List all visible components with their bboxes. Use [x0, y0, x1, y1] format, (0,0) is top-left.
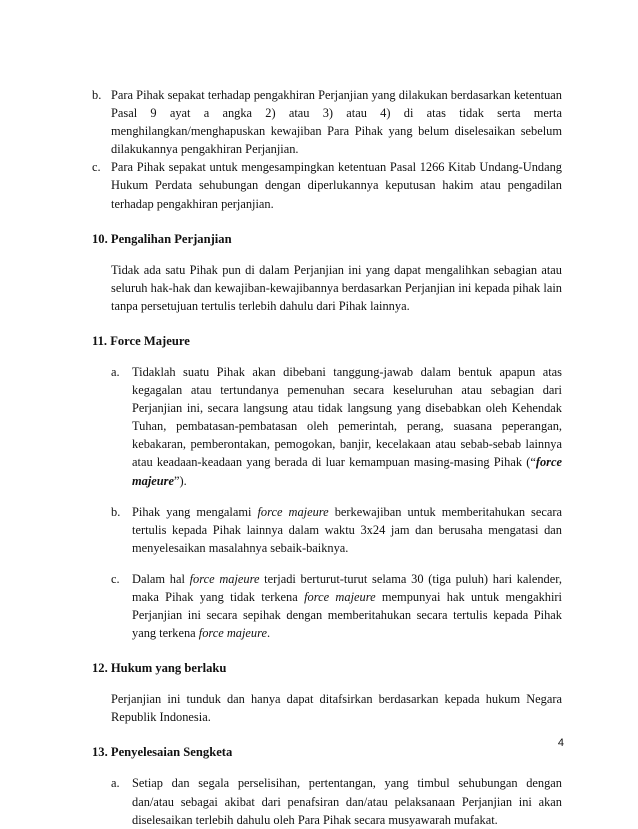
sub-item-a — [111, 363, 562, 490]
item-label: a. — [111, 776, 120, 791]
item-label: a. — [111, 364, 120, 379]
item-text: Para Pihak sepakat terhadap pengakhiran Perjanjian yang dilakukan berdasarkan ketentuan Pasal 9 ayat a angka 2) atau 3) atau 4) di atas tidak serta merta menghilangkan/menghapuskan kewajiban Para Pihak yang belum diselesaikan sebelum dilakukannya pengakhiran Perjanjian. — [111, 88, 562, 157]
emphasis-text: force majeure — [304, 589, 376, 604]
item-label: b. — [92, 88, 102, 102]
document-body — [92, 86, 562, 829]
emphasis-text: force majeure — [132, 455, 562, 488]
item-text: Para Pihak sepakat untuk mengesampingkan ketentuan Pasal 1266 Kitab Undang-Undang Hukum Perdata sehubungan dengan diperlukannya keputusan hakim atau pengadilan terhadap pengakhiran perjanjian. — [111, 160, 562, 211]
list-item-b — [92, 86, 562, 158]
item-label: b. — [111, 504, 121, 519]
section-heading-12: 12. Hukum yang berlaku — [92, 661, 227, 676]
emphasis-text: force majeure — [198, 626, 267, 641]
section-heading-13: 13. Penyelesaian Sengketa — [92, 745, 233, 760]
page-number: 4 — [557, 737, 564, 749]
sub-item-b — [111, 503, 562, 557]
item-text: Setiap dan segala perselisihan, pertentangan, yang timbul sehubungan dengan dan/atau sebagai akibat dari penafsiran dan/atau pelaksanaan Perjanjian ini akan diselesaikan terlebih dahulu oleh Para Pihak secara musyawarah mufakat. — [132, 776, 562, 827]
section-heading-10: 10. Pengalihan Perjanjian — [92, 231, 232, 246]
item-text: Tidaklah suatu Pihak akan dibebani tanggung-jawab dalam bentuk apapun atas kegagalan atau tertundanya pemenuhan secara keseluruhan atau sebagian dari Perjanjian ini, secara langsung atau tidak langsung yang disebabkan oleh Kehendak Tuhan, pembatasan-pembatasan oleh pemerintah, perang, suasana peperangan, kebakaran, pemberontakan, pemogokan, banjir, kecelakaan atau sebab-sebab lainnya atau keadaan-keadaan yang berada di luar kemampuan masing-masing Pihak (“force majeure”). — [132, 364, 562, 488]
section-paragraph: Tidak ada satu Pihak pun di dalam Perjanjian ini yang dapat mengalihkan sebagian atau seluruh hak-hak dan kewajiban-kewajibannya berdasarkan Perjanjian ini kepada pihak lain tanpa persetujuan tertulis terlebih dahulu dari Pihak lainnya. — [111, 262, 562, 313]
sub-item-a — [111, 774, 562, 828]
item-text: Dalam hal force majeure terjadi berturut-turut selama 30 (tiga puluh) hari kalender, maka Pihak yang tidak terkena force majeure mempunyai hak untuk mengakhiri Perjanjian ini secara sepihak dengan memberitahukan secara tertulis kepada Pihak yang terkena force majeure. — [132, 571, 562, 641]
section-paragraph: Perjanjian ini tunduk dan hanya dapat ditafsirkan berdasarkan kepada hukum Negara Republik Indonesia. — [111, 692, 562, 725]
emphasis-text: force majeure — [257, 504, 329, 519]
item-label: c. — [92, 160, 101, 175]
list-item-c — [92, 158, 562, 212]
sub-item-c — [111, 570, 562, 642]
item-label: c. — [111, 571, 120, 586]
section-heading-11: 11. Force Majeure — [92, 333, 190, 348]
item-text: Pihak yang mengalami force majeure berkewajiban untuk memberitahukan secara tertulis kepada Pihak lainnya dalam waktu 3x24 jam dan berusaha mengatasi dan menyelesaikan masalahnya sebaik-baiknya. — [132, 504, 562, 555]
emphasis-text: force majeure — [189, 571, 260, 586]
